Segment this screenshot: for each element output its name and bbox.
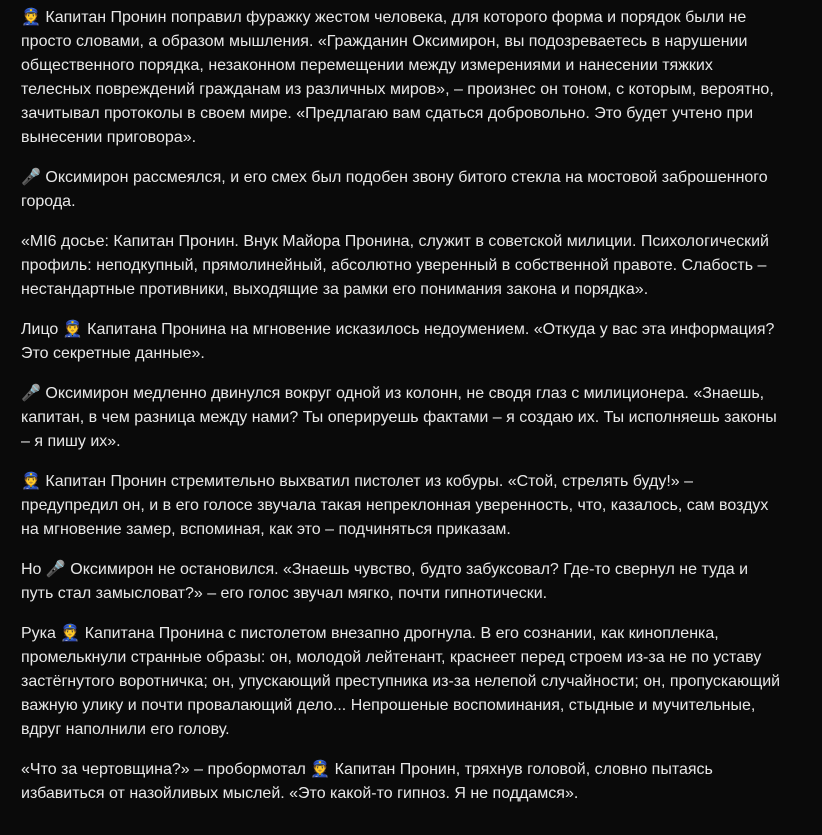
paragraph-pronin-confusion: Лицо 👮 Капитана Пронина на мгновение исказилось недоумением. «Откуда у вас эта информация? Это секретные данные».: [21, 321, 775, 362]
paragraph-mi6-dossier: «MI6 досье: Капитан Пронин. Внук Майора Пронина, служит в советской милиции. Психологический профиль: неподкупный, прямолинейный, абсолютно уверенный в собственной правоте. Слабость – нестандартные противники, выходящие за рамки его понимания закона и порядка».: [21, 233, 769, 298]
paragraph-oxxxymiron-laugh: 🎤 Оксимирон рассмеялся, и его смех был подобен звону битого стекла на мостовой заброшенного города.: [21, 169, 768, 210]
paragraph-pronin-memories: Рука 👮 Капитана Пронина с пистолетом внезапно дрогнула. В его сознании, как кинопленка, промелькнули странные образы: он, молодой лейтенант, краснеет перед строем из-за не по уставу застёгнутого воротничка; он, упускающий преступника из-за нелепой случайности; он, пропускающий важную улику и почти провалающий дело... Непрошеные воспоминания, стыдные и мучительные, вдруг наполнили его голову.: [21, 625, 781, 738]
paragraph-oxxxymiron-hypnotic: Но 🎤 Оксимирон не остановился. «Знаешь чувство, будто забуксовал? Где-то свернул не туда и путь стал замысловат?» – его голос звучал мягко, почти гипнотически.: [21, 561, 749, 602]
paragraph-oxxxymiron-column: 🎤 Оксимирон медленно двинулся вокруг одной из колонн, не сводя глаз с милиционера. «Знаешь, капитан, в чем разница между нами? Ты оперируешь фактами – я создаю их. Ты исполняешь законы – я пишу их».: [21, 385, 777, 450]
paragraph-pronin-accusation: 👮 Капитан Пронин поправил фуражку жестом человека, для которого форма и порядок были не просто словами, а образом мышления. «Гражданин Оксимирон, вы подозреваетесь в нарушении общественного порядка, незаконном перемещении между измерениями и нанесении тяжких телесных повреждений гражданам из различных миров», – произнес он тоном, с которым, вероятно, зачитывал протоколы в своем мире. «Предлагаю вам сдаться добровольно. Это будет учтено при вынесении приговора».: [21, 9, 774, 146]
paragraph-pronin-resist: «Что за чертовщина?» – пробормотал 👮 Капитан Пронин, тряхнув головой, словно пытаясь избавиться от назойливых мыслей. «Это какой-то гипноз. Я не поддамся».: [21, 761, 713, 802]
paragraph-pronin-pistol: 👮 Капитан Пронин стремительно выхватил пистолет из кобуры. «Стой, стрелять буду!» – предупредил он, и в его голосе звучала такая непреклонная уверенность, что, казалось, сам воздух на мгновение замер, вспоминая, как это – подчиняться приказам.: [21, 473, 769, 538]
